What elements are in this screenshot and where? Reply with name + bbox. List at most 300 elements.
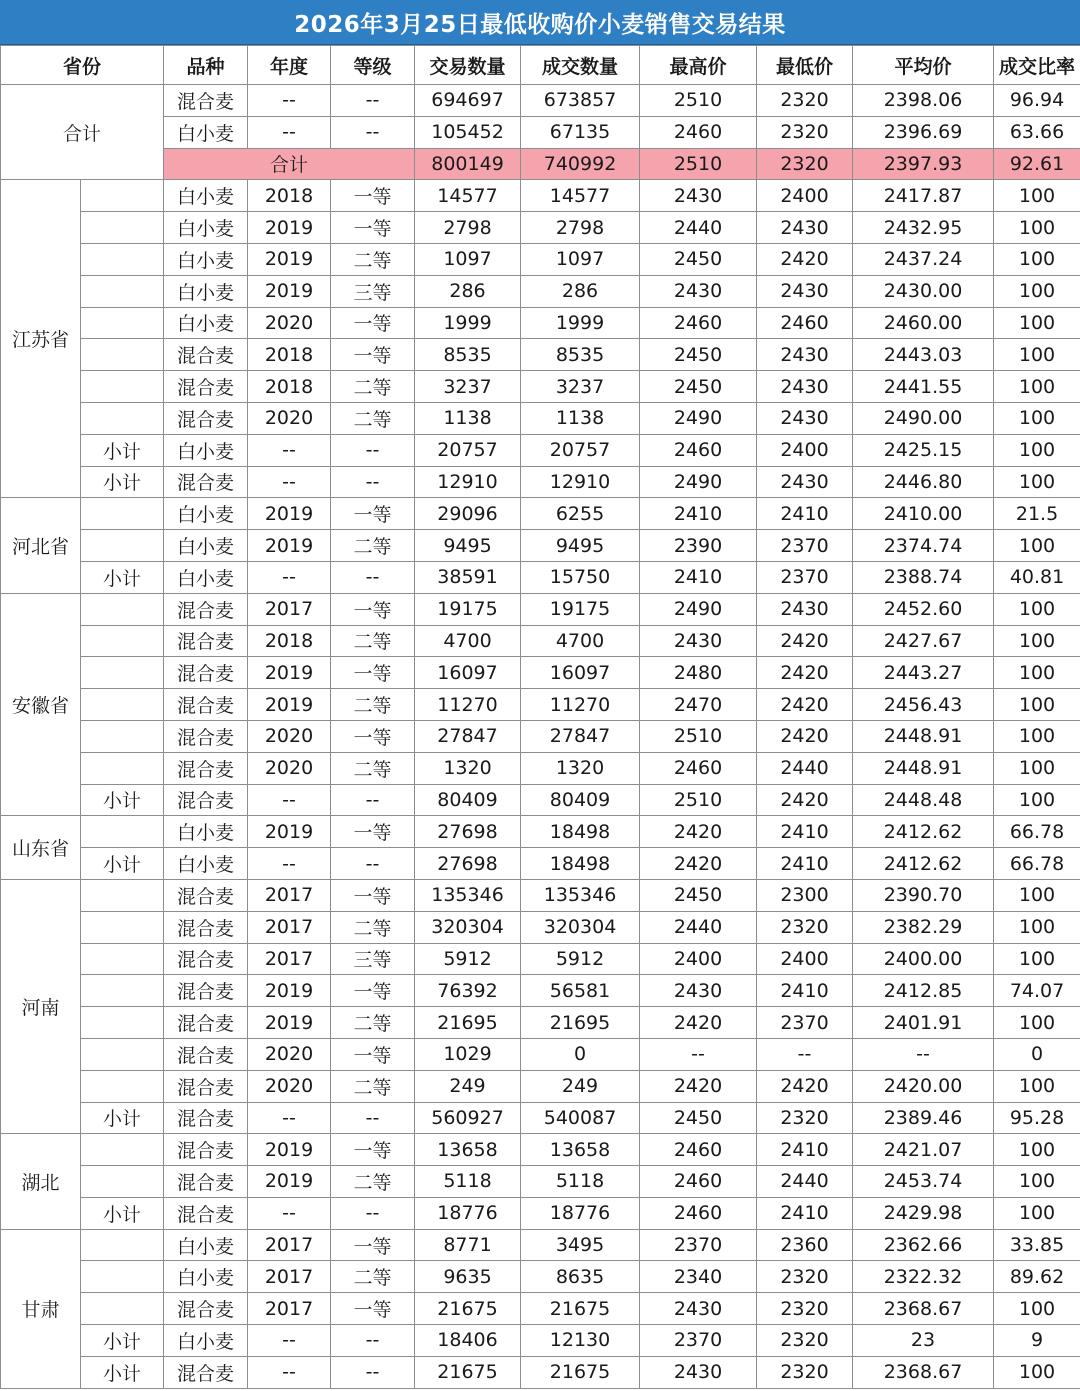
table-cell: 2400: [757, 434, 853, 466]
subtotal-row: [1, 1356, 1080, 1388]
table-cell: 二等: [331, 911, 415, 943]
table-cell: 一等: [331, 720, 415, 752]
table-cell: 2410: [757, 1197, 853, 1229]
table-cell: 560927: [415, 1102, 521, 1134]
province-name: 安徽省: [1, 593, 81, 816]
table-cell: 混合麦: [164, 625, 248, 657]
table-cell: --: [248, 1197, 331, 1229]
table-cell: 9635: [415, 1261, 521, 1293]
table-cell: 2019: [248, 498, 331, 530]
table-cell: --: [248, 1356, 331, 1388]
table-cell: 8771: [415, 1229, 521, 1261]
table-cell: 2410: [757, 1134, 853, 1166]
table-cell: 三等: [331, 275, 415, 307]
summary-cell: --: [331, 85, 415, 117]
province-name: 江苏省: [1, 180, 81, 498]
table-cell: 80409: [521, 784, 640, 816]
table-cell: 二等: [331, 243, 415, 275]
table-cell: 2018: [248, 180, 331, 212]
subtotal-row: [1, 434, 1080, 466]
grand-total-cell: 740992: [521, 148, 640, 180]
table-cell: 21675: [521, 1293, 640, 1325]
table-cell: 白小麦: [164, 307, 248, 339]
table-cell: --: [640, 1038, 757, 1070]
table-cell: 2430: [640, 625, 757, 657]
table-cell: 2460: [640, 1166, 757, 1198]
table-cell: 2410: [757, 975, 853, 1007]
table-cell: 13658: [521, 1134, 640, 1166]
table-cell: 2017: [248, 1293, 331, 1325]
table-cell: 二等: [331, 371, 415, 403]
table-cell: 2320: [757, 1261, 853, 1293]
table-cell: 20757: [415, 434, 521, 466]
table-cell: 8535: [415, 339, 521, 371]
table-body: [1, 85, 1080, 1389]
table-cell: 3495: [521, 1229, 640, 1261]
table-cell: 白小麦: [164, 848, 248, 880]
table-cell: 19175: [521, 593, 640, 625]
summary-cell: 67135: [521, 116, 640, 148]
table-cell: 2410: [640, 498, 757, 530]
subtotal-label: [81, 339, 164, 371]
table-cell: 14577: [415, 180, 521, 212]
table-cell: 100: [994, 371, 1080, 403]
table-cell: 100: [994, 307, 1080, 339]
table-cell: 2430: [757, 339, 853, 371]
province-name: 甘肃: [1, 1229, 81, 1388]
table-cell: 2420: [757, 720, 853, 752]
subtotal-label: [81, 1134, 164, 1166]
table-cell: 2430: [757, 466, 853, 498]
table-cell: 2490: [640, 593, 757, 625]
grand-total-cell: 800149: [415, 148, 521, 180]
table-row: [1, 1166, 1080, 1198]
table-cell: 2370: [757, 1007, 853, 1039]
subtotal-label: [81, 1007, 164, 1039]
table-cell: 2440: [757, 752, 853, 784]
subtotal-label: 小计: [81, 434, 164, 466]
table-cell: 2370: [640, 1325, 757, 1357]
table-cell: 一等: [331, 498, 415, 530]
table-cell: 18406: [415, 1325, 521, 1357]
table-cell: 2446.80: [853, 466, 994, 498]
summary-cell: 2320: [757, 116, 853, 148]
table-cell: 20757: [521, 434, 640, 466]
table-row: [1, 180, 1080, 212]
table-cell: --: [248, 1325, 331, 1357]
header-max-price: 最高价: [640, 46, 757, 85]
table-cell: 100: [994, 1166, 1080, 1198]
table-cell: 2450: [640, 879, 757, 911]
table-cell: 5912: [415, 943, 521, 975]
subtotal-label: [81, 275, 164, 307]
table-cell: 18776: [521, 1197, 640, 1229]
table-cell: --: [331, 1197, 415, 1229]
table-cell: 2420: [757, 657, 853, 689]
table-cell: --: [853, 1038, 994, 1070]
subtotal-row: [1, 848, 1080, 880]
header-province: 省份: [1, 46, 164, 85]
table-cell: 2019: [248, 275, 331, 307]
table-cell: 2798: [521, 212, 640, 244]
table-cell: --: [331, 561, 415, 593]
table-cell: 1999: [521, 307, 640, 339]
table-cell: 16097: [415, 657, 521, 689]
table-cell: 74.07: [994, 975, 1080, 1007]
table-cell: --: [248, 1102, 331, 1134]
subtotal-label: [81, 1261, 164, 1293]
subtotal-label: [81, 402, 164, 434]
table-row: [1, 943, 1080, 975]
table-cell: 2430: [757, 212, 853, 244]
table-cell: 100: [994, 402, 1080, 434]
table-cell: 2430: [757, 275, 853, 307]
header-traded-qty: 成交数量: [521, 46, 640, 85]
table-row: [1, 720, 1080, 752]
table-cell: 5118: [521, 1166, 640, 1198]
table-cell: 27847: [415, 720, 521, 752]
table-cell: 2370: [640, 1229, 757, 1261]
table-cell: 混合麦: [164, 371, 248, 403]
table-cell: 2400.00: [853, 943, 994, 975]
table-cell: 2368.67: [853, 1356, 994, 1388]
table-cell: 混合麦: [164, 911, 248, 943]
table-cell: 2430: [757, 593, 853, 625]
summary-cell: --: [248, 85, 331, 117]
subtotal-label: 小计: [81, 1102, 164, 1134]
header-avg-price: 平均价: [853, 46, 994, 85]
table-cell: 100: [994, 625, 1080, 657]
table-cell: 白小麦: [164, 434, 248, 466]
subtotal-label: [81, 911, 164, 943]
summary-cell: 63.66: [994, 116, 1080, 148]
table-cell: 2017: [248, 1229, 331, 1261]
summary-cell: 673857: [521, 85, 640, 117]
table-cell: 18498: [521, 848, 640, 880]
table-cell: 2019: [248, 689, 331, 721]
table-cell: 2320: [757, 1356, 853, 1388]
table-cell: 100: [994, 180, 1080, 212]
table-cell: 2340: [640, 1261, 757, 1293]
table-cell: 2420: [640, 848, 757, 880]
summary-cell: 2396.69: [853, 116, 994, 148]
table-cell: 三等: [331, 943, 415, 975]
table-cell: 2450: [640, 243, 757, 275]
table-cell: 21675: [521, 1356, 640, 1388]
table-cell: 27847: [521, 720, 640, 752]
table-cell: 2490: [640, 402, 757, 434]
table-cell: 白小麦: [164, 816, 248, 848]
table-cell: 2421.07: [853, 1134, 994, 1166]
table-cell: 2382.29: [853, 911, 994, 943]
grand-total-cell: 2320: [757, 148, 853, 180]
table-row: [1, 1229, 1080, 1261]
table-cell: 100: [994, 1070, 1080, 1102]
table-cell: 2430: [640, 275, 757, 307]
table-cell: 80409: [415, 784, 521, 816]
table-row: [1, 752, 1080, 784]
subtotal-label: [81, 625, 164, 657]
table-cell: 2480: [640, 657, 757, 689]
table-cell: 混合麦: [164, 879, 248, 911]
table-row: [1, 243, 1080, 275]
table-cell: 2019: [248, 530, 331, 562]
table-cell: 100: [994, 339, 1080, 371]
subtotal-label: [81, 307, 164, 339]
table-cell: 135346: [415, 879, 521, 911]
table-cell: 一等: [331, 816, 415, 848]
table-cell: 二等: [331, 402, 415, 434]
table-cell: 白小麦: [164, 1325, 248, 1357]
table-cell: 4700: [521, 625, 640, 657]
table-cell: 2412.85: [853, 975, 994, 1007]
table-cell: 一等: [331, 180, 415, 212]
table-cell: 混合麦: [164, 339, 248, 371]
table-cell: 2410: [757, 816, 853, 848]
table-cell: 2448.91: [853, 752, 994, 784]
table-cell: 3237: [521, 371, 640, 403]
table-cell: 2390.70: [853, 879, 994, 911]
grand-total-cell: 92.61: [994, 148, 1080, 180]
table-cell: 29096: [415, 498, 521, 530]
table-cell: 2374.74: [853, 530, 994, 562]
table-cell: 2400: [757, 943, 853, 975]
table-cell: 21695: [521, 1007, 640, 1039]
table-cell: 2420: [640, 1070, 757, 1102]
table-cell: 二等: [331, 625, 415, 657]
table-cell: 40.81: [994, 561, 1080, 593]
table-cell: --: [331, 1102, 415, 1134]
table-cell: 2019: [248, 1134, 331, 1166]
table-cell: 一等: [331, 307, 415, 339]
table-cell: 76392: [415, 975, 521, 1007]
table-cell: 2019: [248, 1166, 331, 1198]
table-row: [1, 1038, 1080, 1070]
table-cell: 一等: [331, 1293, 415, 1325]
table-cell: 2412.62: [853, 816, 994, 848]
table-cell: 2430: [640, 180, 757, 212]
table-cell: 白小麦: [164, 1229, 248, 1261]
grand-total-cell: 2397.93: [853, 148, 994, 180]
subtotal-label: [81, 943, 164, 975]
grand-total-cell: 2510: [640, 148, 757, 180]
table-cell: 2019: [248, 243, 331, 275]
table-cell: 二等: [331, 530, 415, 562]
summary-cell: 2510: [640, 85, 757, 117]
table-cell: 2401.91: [853, 1007, 994, 1039]
table-cell: 1320: [521, 752, 640, 784]
province-name: 湖北: [1, 1134, 81, 1229]
table-cell: --: [331, 434, 415, 466]
table-cell: 6255: [521, 498, 640, 530]
table-row: [1, 275, 1080, 307]
table-cell: 2020: [248, 1038, 331, 1070]
table-cell: 混合麦: [164, 689, 248, 721]
table-cell: 2420: [640, 816, 757, 848]
table-cell: 66.78: [994, 816, 1080, 848]
table-cell: 一等: [331, 339, 415, 371]
table-cell: 2453.74: [853, 1166, 994, 1198]
table-cell: 135346: [521, 879, 640, 911]
summary-row: [1, 85, 1080, 117]
subtotal-label: 小计: [81, 784, 164, 816]
table-cell: 0: [994, 1038, 1080, 1070]
table-cell: 2018: [248, 371, 331, 403]
table-cell: 混合麦: [164, 1356, 248, 1388]
table-cell: 100: [994, 1197, 1080, 1229]
table-cell: 0: [521, 1038, 640, 1070]
table-cell: 12910: [415, 466, 521, 498]
table-cell: 2440: [640, 911, 757, 943]
table-cell: 100: [994, 689, 1080, 721]
table-cell: 一等: [331, 1038, 415, 1070]
table-cell: 一等: [331, 975, 415, 1007]
table-cell: 18498: [521, 816, 640, 848]
table-cell: 二等: [331, 689, 415, 721]
table-cell: 白小麦: [164, 243, 248, 275]
table-cell: 一等: [331, 1229, 415, 1261]
table-cell: 白小麦: [164, 498, 248, 530]
table-cell: 1097: [521, 243, 640, 275]
table-cell: 100: [994, 657, 1080, 689]
table-cell: 2019: [248, 1007, 331, 1039]
table-row: [1, 625, 1080, 657]
table-cell: 白小麦: [164, 180, 248, 212]
table-row: [1, 816, 1080, 848]
subtotal-label: [81, 657, 164, 689]
subtotal-row: [1, 1325, 1080, 1357]
table-cell: 100: [994, 593, 1080, 625]
subtotal-row: [1, 1102, 1080, 1134]
table-cell: 100: [994, 466, 1080, 498]
grand-total-label: 合计: [164, 148, 415, 180]
table-cell: --: [331, 1356, 415, 1388]
table-cell: 一等: [331, 879, 415, 911]
table-cell: 2460: [640, 752, 757, 784]
table-row: [1, 911, 1080, 943]
subtotal-label: [81, 975, 164, 1007]
table-cell: 2370: [757, 561, 853, 593]
table-row: [1, 307, 1080, 339]
table-cell: 二等: [331, 1166, 415, 1198]
table-cell: 18776: [415, 1197, 521, 1229]
table-cell: 2362.66: [853, 1229, 994, 1261]
table-cell: 4700: [415, 625, 521, 657]
table-cell: 白小麦: [164, 530, 248, 562]
table-cell: 100: [994, 1293, 1080, 1325]
table-cell: 27698: [415, 816, 521, 848]
table-row: [1, 593, 1080, 625]
table-cell: 9495: [415, 530, 521, 562]
table-cell: 11270: [415, 689, 521, 721]
table-cell: 混合麦: [164, 1197, 248, 1229]
table-cell: 100: [994, 911, 1080, 943]
table-cell: 2440: [757, 1166, 853, 1198]
table-cell: 混合麦: [164, 1166, 248, 1198]
table-cell: 2019: [248, 816, 331, 848]
table-cell: 100: [994, 879, 1080, 911]
summary-cell: --: [331, 116, 415, 148]
table-row: [1, 879, 1080, 911]
table-cell: 2020: [248, 720, 331, 752]
subtotal-label: [81, 498, 164, 530]
table-cell: --: [248, 434, 331, 466]
table-cell: 56581: [521, 975, 640, 1007]
table-cell: 2020: [248, 307, 331, 339]
table-cell: 混合麦: [164, 1038, 248, 1070]
subtotal-label: 小计: [81, 1356, 164, 1388]
header-grade: 等级: [331, 46, 415, 85]
table-cell: 100: [994, 434, 1080, 466]
subtotal-row: [1, 784, 1080, 816]
summary-cell: 白小麦: [164, 116, 248, 148]
table-cell: 5118: [415, 1166, 521, 1198]
table-row: [1, 402, 1080, 434]
wheat-trade-results-table: [0, 45, 1080, 1389]
table-cell: 2388.74: [853, 561, 994, 593]
summary-cell: 2398.06: [853, 85, 994, 117]
header-trade-ratio: 成交比率: [994, 46, 1080, 85]
table-row: [1, 975, 1080, 1007]
table-cell: 2019: [248, 212, 331, 244]
table-cell: 286: [521, 275, 640, 307]
table-cell: 66.78: [994, 848, 1080, 880]
table-cell: 2430: [640, 975, 757, 1007]
table-cell: 2420: [757, 625, 853, 657]
table-cell: 2448.91: [853, 720, 994, 752]
subtotal-label: 小计: [81, 848, 164, 880]
table-cell: --: [248, 466, 331, 498]
table-cell: 8635: [521, 1261, 640, 1293]
table-cell: 2460: [757, 307, 853, 339]
table-cell: 12130: [521, 1325, 640, 1357]
table-cell: 混合麦: [164, 752, 248, 784]
table-cell: 混合麦: [164, 720, 248, 752]
table-row: [1, 689, 1080, 721]
table-cell: 33.85: [994, 1229, 1080, 1261]
table-cell: 21675: [415, 1293, 521, 1325]
table-cell: 2368.67: [853, 1293, 994, 1325]
subtotal-label: 小计: [81, 1325, 164, 1357]
table-cell: 2400: [757, 180, 853, 212]
summary-cell: 2460: [640, 116, 757, 148]
table-cell: 2441.55: [853, 371, 994, 403]
summary-cell: 105452: [415, 116, 521, 148]
header-year: 年度: [248, 46, 331, 85]
table-cell: 2460: [640, 434, 757, 466]
table-cell: 2410: [640, 561, 757, 593]
table-cell: 100: [994, 943, 1080, 975]
summary-cell: 2320: [757, 85, 853, 117]
table-row: [1, 1134, 1080, 1166]
table-cell: 2440: [640, 212, 757, 244]
table-cell: 16097: [521, 657, 640, 689]
subtotal-label: 小计: [81, 466, 164, 498]
table-row: [1, 498, 1080, 530]
table-cell: 2460: [640, 307, 757, 339]
table-cell: --: [248, 848, 331, 880]
table-cell: 100: [994, 720, 1080, 752]
table-cell: 2420: [757, 689, 853, 721]
subtotal-label: 小计: [81, 1197, 164, 1229]
table-cell: 2430: [640, 1293, 757, 1325]
table-cell: 2452.60: [853, 593, 994, 625]
table-cell: 二等: [331, 1070, 415, 1102]
table-cell: 21695: [415, 1007, 521, 1039]
table-cell: 2320: [757, 1102, 853, 1134]
table-cell: 100: [994, 1007, 1080, 1039]
table-title: 2026年3月25日最低收购价小麦销售交易结果: [0, 0, 1080, 45]
